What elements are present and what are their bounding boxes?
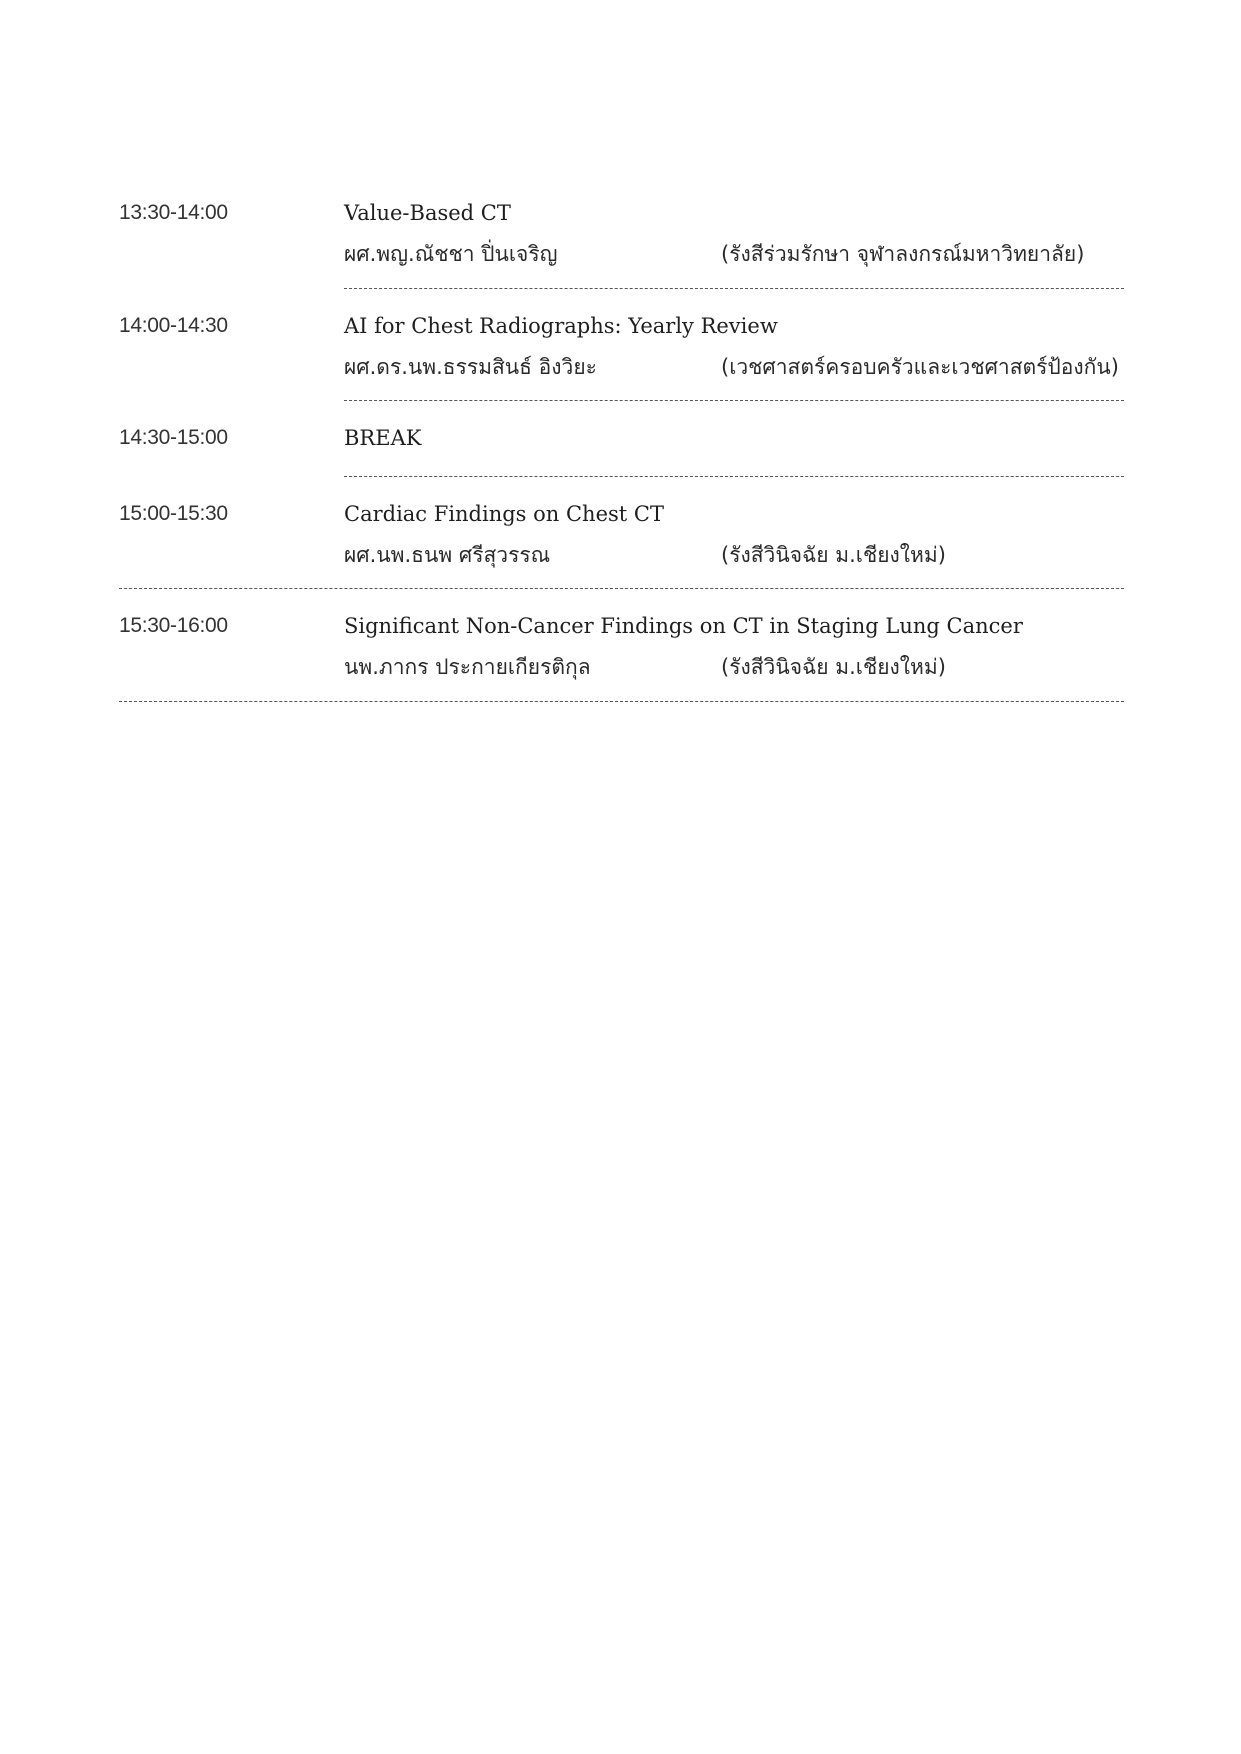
dashed-divider: [344, 288, 1124, 289]
session-speaker: ผศ.นพ.ธนพ ศรีสุวรรณ: [344, 543, 551, 567]
session-speaker: ผศ.ดร.นพ.ธรรมสินธ์ อิงวิยะ: [344, 355, 597, 379]
session-affiliation: (รังสีวินิจฉัย ม.เชียงใหม่): [721, 543, 946, 567]
session-title: AI for Chest Radiographs: Yearly Review: [344, 314, 778, 338]
dashed-divider: [344, 476, 1124, 477]
session-title: BREAK: [344, 426, 422, 450]
dashed-divider: [119, 588, 1124, 589]
session-time: 15:00-15:30: [119, 502, 228, 525]
session-affiliation: (รังสีวินิจฉัย ม.เชียงใหม่): [721, 655, 946, 679]
session-speaker: นพ.ภากร ประกายเกียรติกุล: [344, 655, 591, 679]
session-title: Cardiac Findings on Chest CT: [344, 502, 664, 526]
session-title: Significant Non-Cancer Findings on CT in Staging Lung Cancer: [344, 614, 1023, 638]
session-time: 14:30-15:00: [119, 426, 228, 449]
dashed-divider: [119, 701, 1124, 702]
session-time: 15:30-16:00: [119, 614, 228, 637]
session-affiliation: (รังสีร่วมรักษา จุฬาลงกรณ์มหาวิทยาลัย): [721, 242, 1085, 266]
session-time: 13:30-14:00: [119, 201, 228, 224]
session-speaker: ผศ.พญ.ณัชชา ปิ่นเจริญ: [344, 242, 558, 266]
dashed-divider: [344, 400, 1124, 401]
session-affiliation: (เวชศาสตร์ครอบครัวและเวชศาสตร์ป้องกัน): [721, 355, 1119, 379]
session-title: Value-Based CT: [344, 201, 511, 225]
session-time: 14:00-14:30: [119, 314, 228, 337]
